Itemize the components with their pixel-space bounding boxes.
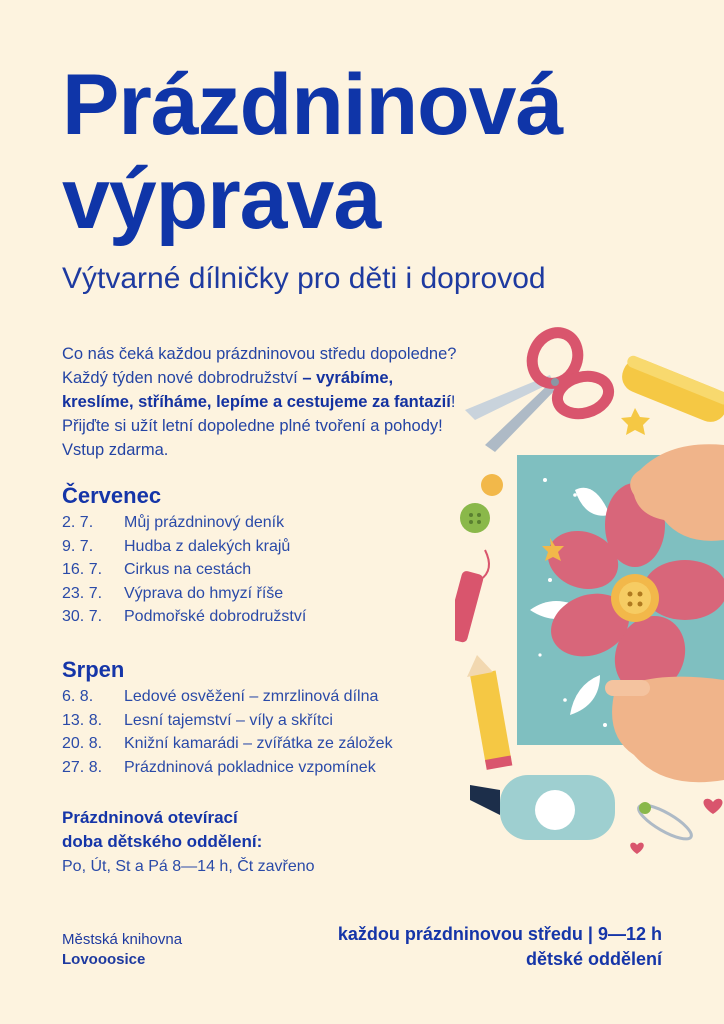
- intro-part-1: Co nás čeká každou prázdninovou středu dopoledne? Každý týden nové dobrodružství: [62, 345, 457, 387]
- event-title: Cirkus na cestách: [124, 561, 252, 578]
- event-title: Ledové osvěžení – zmrzlinová dílna: [124, 688, 379, 705]
- event-date: 9. 7.: [62, 537, 94, 555]
- event-date: 30. 7.: [62, 608, 103, 625]
- event-date: 20. 8.: [62, 735, 103, 752]
- library-line-2: Lovooosice: [62, 951, 146, 968]
- craft-illustration: [455, 320, 724, 865]
- pencil-icon: [467, 655, 512, 770]
- library-line-1: Městská knihovna: [62, 931, 183, 948]
- event-item: [62, 759, 393, 783]
- schedule-info: [338, 922, 662, 972]
- july-events: [62, 514, 306, 632]
- event-title: Můj prázdninový deník: [124, 514, 285, 531]
- event-date: 2. 7.: [62, 514, 94, 531]
- schedule-line-1: každou prázdninovou středu | 9—12 h: [337, 924, 662, 944]
- event-title: Lesní tajemství – víly a skřítci: [124, 711, 333, 729]
- august-events: [62, 688, 393, 782]
- glue-bottle-icon: [470, 775, 615, 840]
- event-item: [62, 585, 306, 609]
- scissors-icon: [465, 325, 613, 452]
- button-icon: [460, 474, 503, 533]
- subtitle: Výtvarné dílničky pro děti i doprovod: [62, 262, 546, 295]
- event-title: Podmořské dobrodružství: [124, 608, 307, 625]
- event-item: [62, 688, 393, 712]
- opening-hours-heading: [62, 806, 262, 854]
- intro-text: [62, 342, 462, 462]
- event-item: [62, 561, 306, 585]
- hours-heading-line-1: Prázdninová otevírací: [62, 808, 238, 827]
- event-date: 16. 7.: [62, 561, 103, 578]
- schedule-line-2: dětské oddělení: [525, 949, 662, 969]
- event-item: [62, 712, 393, 736]
- event-item: [62, 735, 393, 759]
- july-heading: Červenec: [62, 483, 162, 508]
- heart-icon: [630, 843, 644, 854]
- event-title: Hudba z dalekých krajů: [124, 537, 291, 555]
- star-icon: [621, 408, 650, 435]
- intro-part-2: ! Přijďte si užít letní dopoledne plné tvoření a pohody! Vstup zdarma.: [62, 393, 456, 459]
- event-date: 13. 8.: [62, 711, 103, 729]
- event-date: 27. 8.: [62, 758, 103, 776]
- event-item: [62, 514, 306, 538]
- event-title: Výprava do hmyzí říše: [124, 584, 284, 602]
- title-line-2: výprava: [62, 151, 381, 247]
- event-date: 23. 7.: [62, 584, 103, 602]
- event-item: [62, 538, 306, 562]
- event-title: Knižní kamarádi – zvířátka ze záložek: [124, 735, 393, 752]
- safety-pin-icon: [635, 799, 696, 845]
- event-item: [62, 608, 306, 632]
- thread-spool-icon: [455, 550, 489, 643]
- hours-heading-line-2: doba dětského oddělení:: [62, 832, 263, 851]
- intro-bold: – vyrábíme, kreslíme, stříháme, lepíme a cestujeme za fantazií: [62, 369, 451, 411]
- title-line-1: Prázdninová: [62, 57, 563, 153]
- library-name: [62, 930, 182, 970]
- august-heading: Srpen: [62, 657, 125, 682]
- event-date: 6. 8.: [62, 688, 94, 705]
- heart-icon: [703, 799, 722, 814]
- opening-hours-text: Po, Út, St a Pá 8—14 h, Čt zavřeno: [62, 858, 315, 875]
- event-title: Prázdninová pokladnice vzpomínek: [124, 758, 376, 776]
- poster-title: [62, 58, 562, 246]
